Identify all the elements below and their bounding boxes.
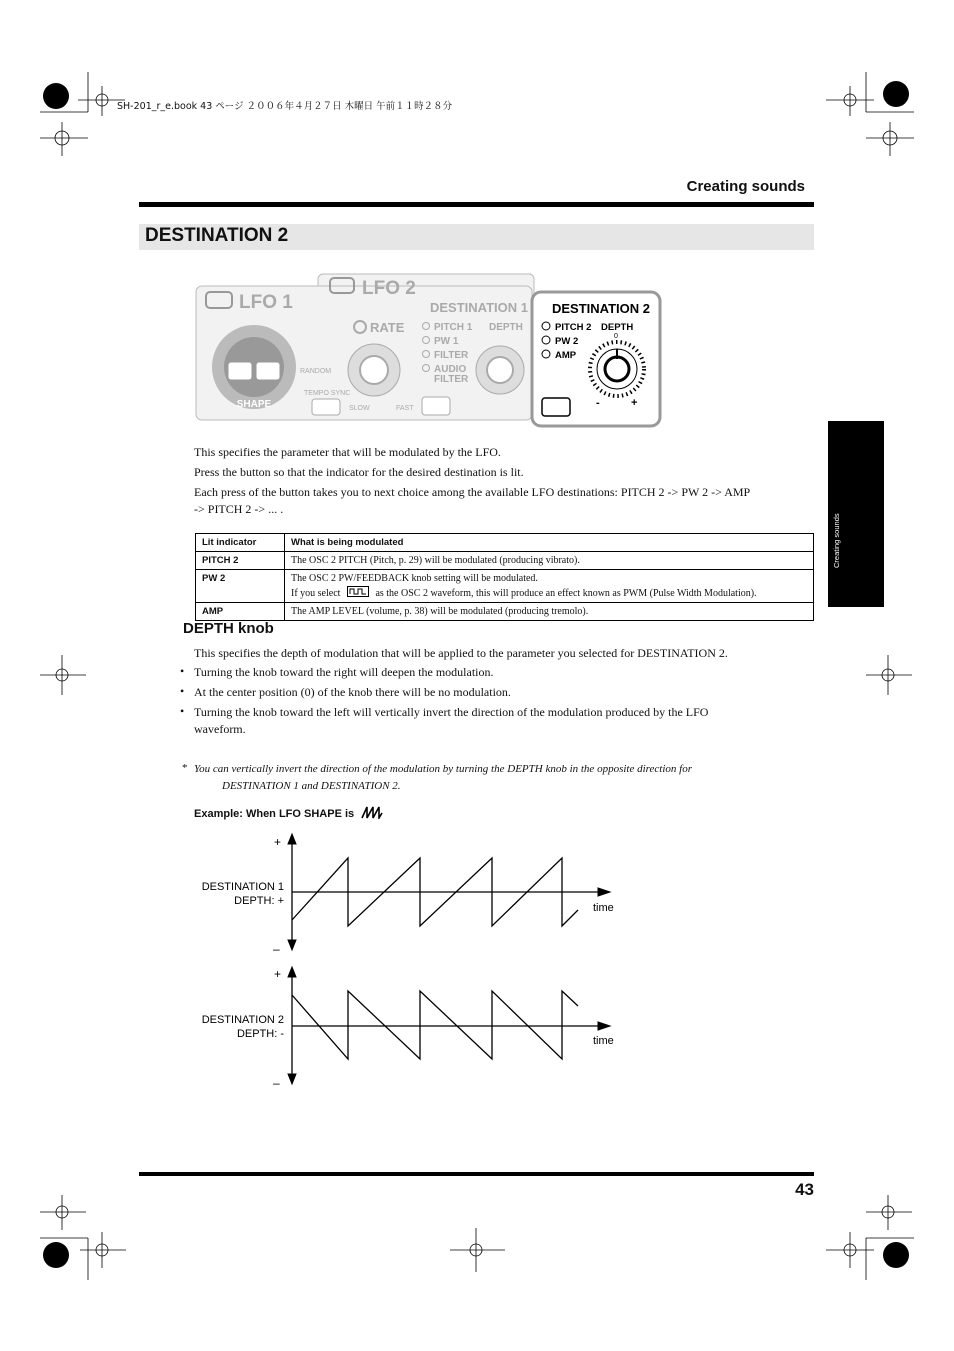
bottom-rule (139, 1172, 814, 1176)
intro-p3b: -> PITCH 2 -> ... . (194, 502, 284, 516)
table-row (196, 570, 814, 603)
example-text: Example: When LFO SHAPE is (194, 808, 355, 820)
g1-plus: + (274, 835, 282, 849)
table-cell-key: PW 2 (196, 570, 285, 603)
bullet-mark: • (180, 704, 185, 718)
note-line2: DESTINATION 1 and DESTINATION 2. (222, 780, 401, 792)
g1-minus: – (273, 942, 280, 956)
file-info: SH-201_r_e.book 43 ページ ２００６年４月２７日 木曜日 午前１１時２８分 (117, 101, 453, 112)
intro-p2: Press the button so that the indicator for the desired destination is lit. (194, 465, 524, 479)
table-header-lit: Lit indicator (196, 534, 285, 552)
slow-label: SLOW (349, 405, 370, 412)
dest2-minus: - (596, 397, 600, 409)
depth-knob-p1: This specifies the depth of modulation that will be applied to the parameter you selected for DESTINATION 2. (194, 646, 728, 660)
table-header-row (196, 534, 814, 552)
random-label: RANDOM (300, 368, 332, 375)
intro-p1: This specifies the parameter that will be modulated by the LFO. (194, 445, 501, 459)
g2-label-2: DEPTH: - (236, 1028, 284, 1040)
pw2-line2a: If you select (291, 588, 341, 599)
dest2-item-2: PW 2 (555, 336, 579, 347)
destination1-label: DESTINATION 1 (430, 300, 528, 315)
running-title: Creating sounds (686, 178, 805, 195)
table-header-what: What is being modulated (285, 534, 814, 552)
table-row (196, 552, 814, 570)
g1-time: time (593, 902, 614, 914)
top-rule (139, 202, 814, 207)
bullet-mark: • (180, 684, 185, 698)
table-cell-val: The AMP LEVEL (volume, p. 38) will be modulated (producing tremolo). (285, 603, 814, 621)
lfo2-label: LFO 2 (362, 278, 416, 299)
bullet-mark: • (180, 664, 185, 678)
axis-arrow-down (288, 940, 296, 950)
waveform-graphs (190, 830, 630, 1090)
note-star: * (182, 762, 188, 774)
modulation-table (195, 533, 814, 621)
time-arrow (598, 888, 610, 896)
g2-minus: – (273, 1076, 280, 1090)
table-cell-key: PITCH 2 (196, 552, 285, 570)
page-number: 43 (795, 1180, 814, 1199)
dest1-item-3: FILTER (434, 350, 469, 361)
dest2-item-1: PITCH 2 (555, 322, 592, 333)
example-label (194, 805, 383, 820)
svg-text:Creating sounds: Creating sounds (832, 513, 841, 568)
bullet-3: Turning the knob toward the left will vertically invert the direction of the modulation produced by the LFO (194, 705, 709, 719)
section-title: DESTINATION 2 (145, 225, 289, 246)
lfo-panel-illustration (194, 272, 664, 430)
depth-knob-heading: DEPTH knob (183, 620, 274, 637)
dest1-item-1: PITCH 1 (434, 322, 473, 333)
bullet-3-cont: waveform. (194, 722, 246, 736)
table-cell-val (285, 570, 814, 603)
destination2-label: DESTINATION 2 (552, 301, 650, 316)
pw2-line2 (291, 586, 807, 601)
dest1-item-5: FILTER (434, 374, 469, 385)
tempo-sync-label: TEMPO SYNC (304, 390, 351, 397)
g1-label-1: DESTINATION 1 (201, 881, 284, 893)
bullet-2: At the center position (0) of the knob there will be no modulation. (194, 685, 511, 699)
side-tab-label (826, 480, 846, 570)
axis-arrow-up (288, 834, 296, 844)
dest2-zero: 0 (614, 333, 618, 340)
note-line1: You can vertically invert the direction of the modulation by turning the DEPTH knob in the opposite direction for (194, 763, 692, 775)
lfo1-label: LFO 1 (239, 292, 293, 313)
dest2-item-3: AMP (555, 350, 577, 361)
pulse-wave-icon (347, 586, 369, 597)
table-row (196, 603, 814, 621)
g1-label-2: DEPTH: + (234, 895, 284, 907)
pw2-line2b: as the OSC 2 waveform, this will produce an effect known as PWM (Pulse Width Modulation). (375, 588, 757, 599)
g2-time: time (593, 1035, 614, 1047)
shape-label: SHAPE (236, 399, 272, 410)
g2-plus: + (274, 967, 282, 981)
bullet-1: Turning the knob toward the right will deepen the modulation. (194, 665, 494, 679)
rate-label: RATE (370, 320, 405, 335)
destination2-waveform (292, 991, 578, 1059)
intro-p3a: Each press of the button takes you to next choice among the available LFO destinations: PITCH 2 -> PW 2 -> AMP (194, 485, 751, 499)
g2-label-1: DESTINATION 2 (201, 1014, 284, 1026)
dest1-item-2: PW 1 (434, 336, 459, 347)
fast-label: FAST (396, 405, 414, 412)
sawtooth-shape-icon (361, 805, 383, 819)
table-cell-val: The OSC 2 PITCH (Pitch, p. 29) will be modulated (producing vibrato). (285, 552, 814, 570)
dest2-depth-label: DEPTH (601, 322, 634, 333)
dest1-item-4: AUDIO (434, 364, 467, 375)
dest1-depth-label: DEPTH (489, 322, 523, 333)
table-cell-key: AMP (196, 603, 285, 621)
pw2-line1: The OSC 2 PW/FEEDBACK knob setting will be modulated. (291, 573, 538, 584)
dest2-plus: + (631, 397, 638, 409)
